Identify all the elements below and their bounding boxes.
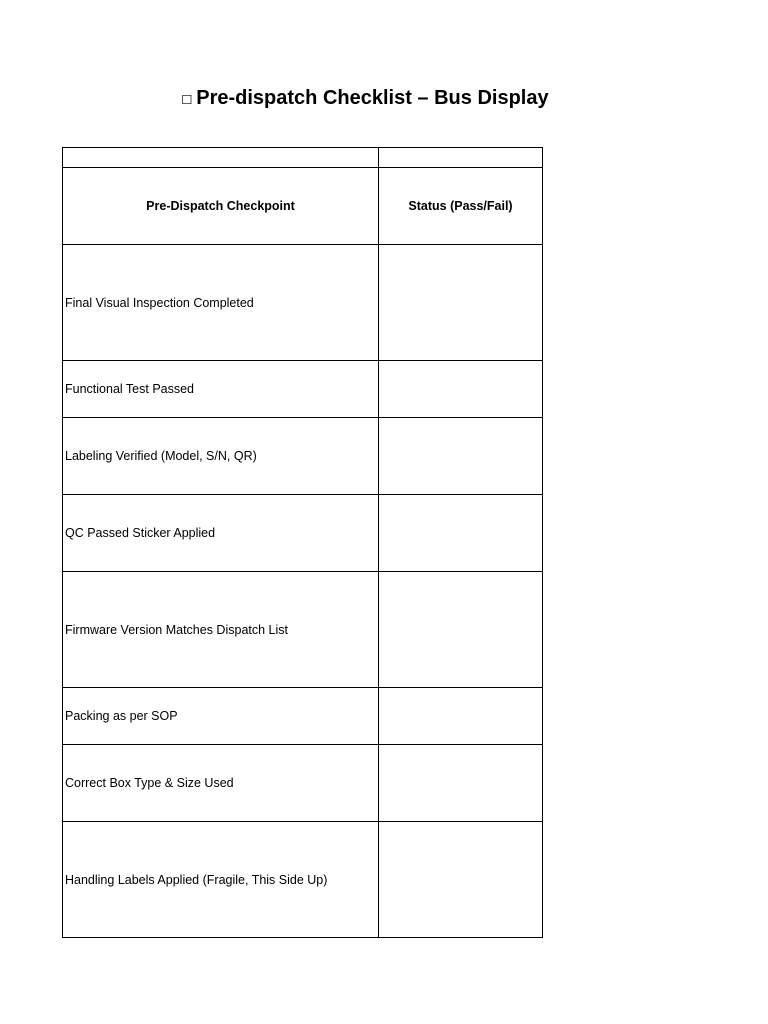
page-title xyxy=(0,84,730,113)
checkpoint-cell: Final Visual Inspection Completed xyxy=(63,245,379,361)
status-cell[interactable] xyxy=(379,495,543,572)
checklist-table xyxy=(62,147,543,938)
status-cell[interactable] xyxy=(379,361,543,418)
checkpoint-cell: QC Passed Sticker Applied xyxy=(63,495,379,572)
table-row xyxy=(63,418,543,495)
table-empty-row xyxy=(63,148,543,168)
checkpoint-cell: Firmware Version Matches Dispatch List xyxy=(63,572,379,688)
table-header-row xyxy=(63,168,543,245)
table-row xyxy=(63,245,543,361)
header-status: Status (Pass/Fail) xyxy=(379,168,543,245)
page-title-text: Pre-dispatch Checklist – Bus Display xyxy=(196,87,549,109)
header-checkpoint: Pre-Dispatch Checkpoint xyxy=(63,168,379,245)
table-row xyxy=(63,495,543,572)
empty-cell xyxy=(63,148,379,168)
table-row xyxy=(63,572,543,688)
table-row xyxy=(63,361,543,418)
table-row xyxy=(63,822,543,938)
status-cell[interactable] xyxy=(379,245,543,361)
checkpoint-cell: Functional Test Passed xyxy=(63,361,379,418)
status-cell[interactable] xyxy=(379,418,543,495)
status-cell[interactable] xyxy=(379,572,543,688)
status-cell[interactable] xyxy=(379,688,543,745)
checkpoint-cell: Correct Box Type & Size Used xyxy=(63,745,379,822)
table-row xyxy=(63,688,543,745)
checkpoint-cell: Packing as per SOP xyxy=(63,688,379,745)
checkbox-icon: ☐ xyxy=(181,88,193,109)
checkpoint-cell: Handling Labels Applied (Fragile, This Side Up) xyxy=(63,822,379,938)
status-cell[interactable] xyxy=(379,745,543,822)
table-row xyxy=(63,745,543,822)
empty-cell xyxy=(379,148,543,168)
checkpoint-cell: Labeling Verified (Model, S/N, QR) xyxy=(63,418,379,495)
status-cell[interactable] xyxy=(379,822,543,938)
